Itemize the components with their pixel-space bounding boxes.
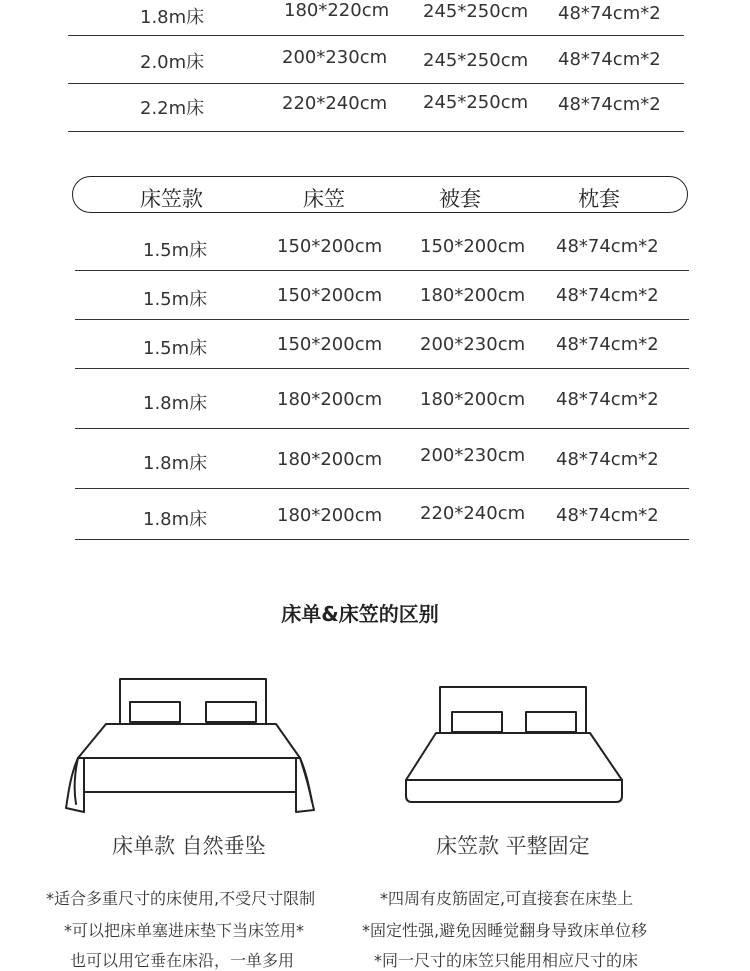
bed-size-cell: 1.5m床	[143, 338, 208, 359]
header-fitted-sheet: 床笠	[303, 187, 345, 211]
pillow-size-cell: 48*74cm*2	[556, 449, 659, 470]
header-pillowcase: 枕套	[578, 187, 620, 211]
flat-sheet-note: 也可以用它垂在床沿，一单多用	[70, 951, 295, 970]
bed-size-cell: 1.8m床	[143, 393, 208, 414]
fitted-sheet-note: *同一尺寸的床笠只能用相应尺寸的床	[374, 951, 639, 970]
fitted-size-cell: 180*200cm	[277, 389, 383, 410]
flat-sheet-caption: 床单款 自然垂坠	[112, 834, 266, 858]
pillow-size-cell: 48*74cm*2	[556, 334, 659, 355]
bed-size-cell: 2.2m床	[140, 98, 205, 119]
fitted-sheet-caption: 床笠款 平整固定	[436, 834, 590, 858]
flat-sheet-note: *可以把床单塞进床垫下当床笠用*	[64, 921, 305, 940]
quilt-size-cell: 150*200cm	[420, 236, 526, 257]
pillow-size-cell: 48*74cm*2	[558, 3, 661, 24]
quilt-size-cell: 180*200cm	[420, 285, 526, 306]
flat-sheet-bed-icon	[60, 676, 330, 816]
fitted-sheet-note: *四周有皮筋固定,可直接套在床垫上	[380, 889, 634, 908]
fitted-sheet-bed-icon	[400, 684, 630, 808]
fitted-size-table	[75, 222, 689, 540]
pillow-size-cell: 48*74cm*2	[556, 389, 659, 410]
table-row	[68, 84, 684, 132]
bed-size-cell: 1.5m床	[143, 289, 208, 310]
table-row	[75, 369, 689, 429]
fitted-size-cell: 150*200cm	[277, 236, 383, 257]
table-row	[75, 222, 689, 271]
table-row	[68, 36, 684, 84]
sheet-size-cell: 200*230cm	[282, 47, 388, 68]
pillow-size-cell: 48*74cm*2	[556, 236, 659, 257]
sheet-size-table	[68, 0, 684, 132]
fitted-size-cell: 150*200cm	[277, 285, 383, 306]
quilt-size-cell: 220*240cm	[420, 503, 526, 524]
pillow-size-cell: 48*74cm*2	[558, 49, 661, 70]
quilt-size-cell: 245*250cm	[423, 50, 529, 71]
table-row	[75, 271, 689, 320]
bed-size-cell: 1.8m床	[140, 7, 205, 28]
quilt-size-cell: 200*230cm	[420, 334, 526, 355]
table-row	[68, 0, 684, 36]
fitted-table-header	[72, 176, 688, 213]
header-quilt-cover: 被套	[439, 187, 481, 211]
fitted-sheet-note: *固定性强,避免因睡觉翻身导致床单位移	[362, 921, 648, 940]
comparison-title: 床单&床笠的区别	[281, 602, 439, 626]
bed-size-cell: 1.8m床	[143, 509, 208, 530]
fitted-size-cell: 150*200cm	[277, 334, 383, 355]
sheet-size-cell: 180*220cm	[284, 0, 390, 21]
flat-sheet-note: *适合多重尺寸的床使用,不受尺寸限制	[46, 889, 316, 908]
pillow-size-cell: 48*74cm*2	[556, 285, 659, 306]
quilt-size-cell: 200*230cm	[420, 445, 526, 466]
quilt-size-cell: 245*250cm	[423, 1, 529, 22]
table-row	[75, 320, 689, 369]
bed-size-cell: 2.0m床	[140, 52, 205, 73]
sheet-size-cell: 220*240cm	[282, 93, 388, 114]
pillow-size-cell: 48*74cm*2	[556, 505, 659, 526]
bed-size-cell: 1.5m床	[143, 240, 208, 261]
quilt-size-cell: 180*200cm	[420, 389, 526, 410]
table-row	[75, 429, 689, 489]
fitted-size-cell: 180*200cm	[277, 505, 383, 526]
fitted-size-cell: 180*200cm	[277, 449, 383, 470]
bed-size-cell: 1.8m床	[143, 453, 208, 474]
pillow-size-cell: 48*74cm*2	[558, 94, 661, 115]
header-fitted-style: 床笠款	[140, 187, 203, 211]
quilt-size-cell: 245*250cm	[423, 92, 529, 113]
table-row	[75, 489, 689, 540]
